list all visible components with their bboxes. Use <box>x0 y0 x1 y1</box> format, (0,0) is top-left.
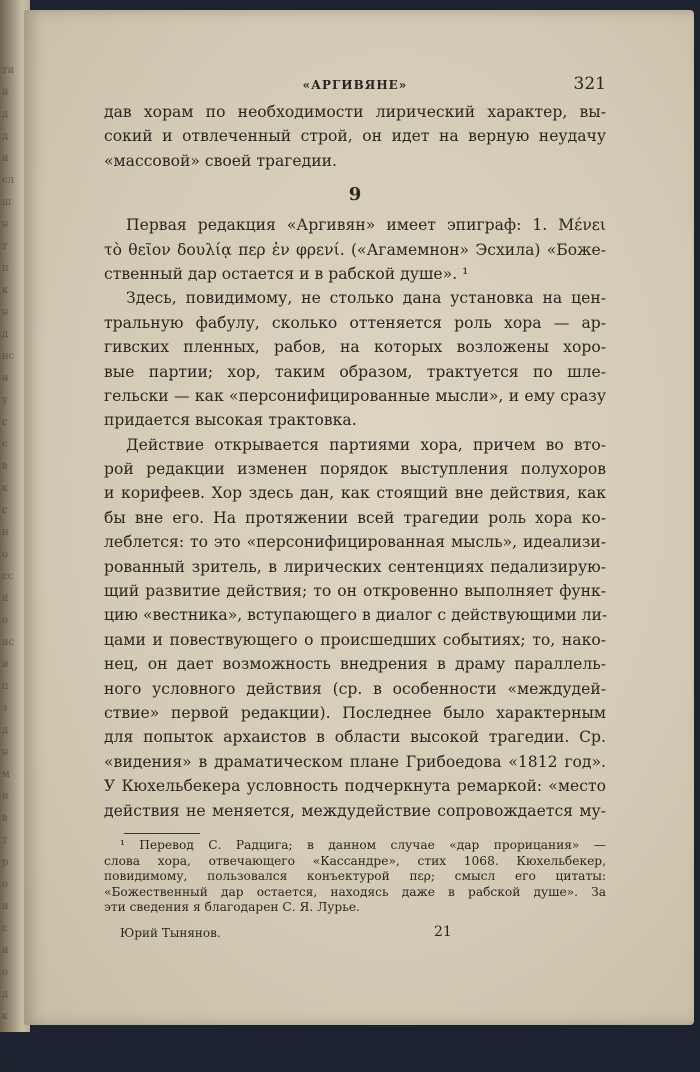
text-line: леблется: то это «персонифицированная мысль», идеализи- <box>104 533 606 552</box>
text-line: тральную фабулу, сколько оттеняется роль хора — ар- <box>104 313 606 332</box>
footnote-line: «Божественный дар остается, находясь даже в рабской душе». За <box>104 884 606 899</box>
text-line: сокий и отвлеченный строй, он идет на верную неудачу <box>104 127 606 146</box>
footnote-line: ¹ Перевод С. Радцига; в данном случае «дар прорицания» — <box>120 837 606 852</box>
text-line: У Кюхельбекера условность подчеркнута ремаркой: «место <box>104 777 606 796</box>
text-line: τὸ θεῖον δουλίᾳ περ ἐν φρενί. («Агамемнон» Эсхила) «Боже- <box>104 240 606 259</box>
text-line: рой редакции изменен порядок выступления полухоров <box>104 460 606 479</box>
book-page <box>24 10 694 1025</box>
text-line: придается высокая трактовка. <box>104 411 357 430</box>
text-line: гивских пленных, рабов, на которых возложены хоро- <box>104 338 606 357</box>
text-line: и корифеев. Хор здесь дан, как стоящий вне действия, как <box>104 484 606 503</box>
printer-signature: 21 <box>434 923 452 940</box>
text-line: для попыток архаистов в области высокой трагедии. Ср. <box>104 728 606 747</box>
text-line: ного условного действия (ср. в особенности «междудей- <box>104 679 606 698</box>
footnote-line: повидимому, пользовался конъектурой περ; смысл его цитаты: <box>104 869 606 884</box>
text-line: «массовой» своей трагедии. <box>104 151 338 170</box>
adjacent-page-text: ти й д д и сл ш н т п к н д нс н у с с в к с н о сс й о ис и п з д н м и в т р о и с и о д к с о <box>2 65 15 1066</box>
footnote-line: слова хора, отвечающего «Кассандре», стих 1068. Кюхельбекер, <box>104 853 606 868</box>
running-title: «АРГИВЯНЕ» <box>302 78 408 92</box>
text-line: нец, он дает возможность внедрения в драму параллель- <box>104 655 606 674</box>
text-line: щий развитие действия; то он откровенно выполняет функ- <box>104 582 606 601</box>
text-line: гельски — как «персонифицированные мысли», и ему сразу <box>104 386 606 405</box>
text-line: Первая редакция «Аргивян» имеет эпиграф: 1. Μένει <box>126 216 606 235</box>
text-line: Здесь, повидимому, не столько дана установка на цен- <box>126 289 606 308</box>
page-content <box>104 72 606 948</box>
text-line: ствие» первой редакции). Последнее было характерным <box>104 703 606 722</box>
page-number: 321 <box>573 74 606 94</box>
text-line: цию «вестника», вступающего в диалог с действующими ли- <box>104 606 608 625</box>
body-text <box>104 100 606 173</box>
text-line: дав хорам по необходимости лирический характер, вы- <box>104 103 606 121</box>
footnote-line: эти сведения я благодарен С. Я. Лурье. <box>104 900 360 915</box>
footer-author: Юрий Тынянов. <box>120 925 221 940</box>
text-line: вые партии; хор, таким образом, трактуется по шле- <box>104 362 606 381</box>
text-line: ственный дар остается и в рабской душе». ¹ <box>104 264 469 283</box>
text-line: бы вне его. На протяжении всей трагедии роль хора ко- <box>104 508 606 527</box>
text-line: цами и повествующего о происшедших событиях; то, нако- <box>104 630 606 649</box>
page-footer <box>104 924 606 948</box>
text-line: рованный зритель, в лирических сентенциях педализирую- <box>104 557 606 576</box>
footnote-rule <box>124 833 200 834</box>
section-text <box>104 213 606 823</box>
footnotes <box>104 838 606 916</box>
text-line: Действие открывается партиями хора, причем во вто- <box>126 435 606 454</box>
text-line: «видения» в драматическом плане Грибоедова «1812 год». <box>104 752 606 771</box>
section-number: 9 <box>348 184 362 206</box>
text-line: действия не меняется, междудействие сопровождается му- <box>104 801 606 820</box>
running-head <box>104 72 606 100</box>
